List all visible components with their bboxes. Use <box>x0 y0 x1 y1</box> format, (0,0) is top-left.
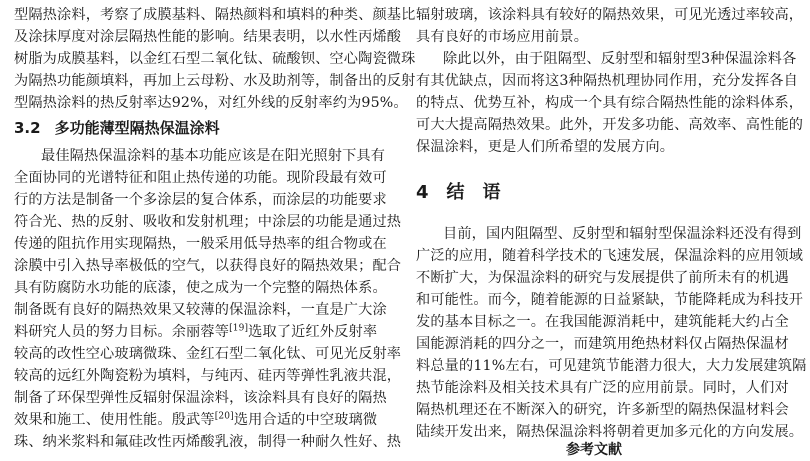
paragraph-line <box>14 321 377 343</box>
paragraph-line: 和可能性。而今，随着能源的日益紧缺，节能降耗成为科技开 <box>416 292 804 308</box>
line-text: 选取了近红外反射率 <box>248 324 378 340</box>
paragraph-line: 热节能涂料及相关技术具有广泛的应用前景。同时，人们对 <box>416 380 789 396</box>
paragraph-line: 树脂为成膜基料，以金红石型二氧化钛、硫酸钡、空心陶瓷微珠 <box>14 51 416 67</box>
paragraph-line: 的特点、优势互补，构成一个具有综合隔热性能的涂料体系， <box>416 95 804 111</box>
paragraph-line: 具有防腐防水功能的底漆，使之成为一个完整的隔热体系。 <box>14 280 387 296</box>
paragraph-line: 及涂抹厚度对涂层隔热性能的影响。结果表明，以水性丙烯酸 <box>14 29 402 45</box>
paragraph-line: 行的方法是制备一个多涂层的复合体系，而涂层的功能要求 <box>14 192 387 208</box>
paragraph-line: 较高的改性空心玻璃微珠、金红石型二氧化钛、可见光反射率 <box>14 346 402 362</box>
paragraph-line: 广泛的应用，随着科学技术的飞速发展，保温涂料的应用领域 <box>416 248 804 264</box>
paragraph-line: 具有良好的市场应用前景。 <box>416 29 589 45</box>
paragraph-line: 符合光、热的反射、吸收和发射机理；中涂层的功能是通过热 <box>14 214 402 230</box>
paragraph-line: 陆续开发出来，隔热保温涂料将朝着更加多元化的方向发展。 <box>416 424 804 440</box>
section-heading-4 <box>416 180 501 206</box>
paragraph-line: 不断扩大，为保温涂料的研究与发展提供了前所未有的机遇 <box>416 270 789 286</box>
paragraph-line: 保温涂料，更是人们所希望的发展方向。 <box>416 139 675 155</box>
paragraph-line: 最佳隔热保温涂料的基本功能应该是在阳光照射下具有 <box>41 148 386 164</box>
references-heading: 参考文献 <box>566 442 622 458</box>
section-number: 3.2 <box>14 119 41 137</box>
paragraph-line: 目前，国内阻隔型、反射型和辐射型保温涂料还没有得到 <box>443 226 802 242</box>
paragraph-line: 制备既有良好的隔热效果又较薄的保温涂料，一直是广大涂 <box>14 302 387 318</box>
paragraph-line: 为隔热功能颜填料，再加上云母粉、水及助剂等，制备出的反射 <box>14 73 416 89</box>
paragraph-line: 发的基本目标之一。在我国能源消耗中，建筑能耗大约占全 <box>416 314 789 330</box>
paragraph-line: 料总量的11%左右，可见建筑节能潜力很大，大力发展建筑隔 <box>416 358 807 374</box>
paragraph-line: 型隔热涂料，考察了成膜基料、隔热颜料和填料的种类、颜基比 <box>14 7 416 23</box>
paragraph-line: 涂膜中引入热导率极低的空气，以获得良好的隔热效果；配合 <box>14 258 402 274</box>
line-text: 料研究人员的努力目标。余丽蓉等 <box>14 324 230 340</box>
line-text: 选用合适的中空玻璃微 <box>233 412 378 428</box>
paragraph-line: 全面协同的光谱特征和阻止热传递的功能。现阶段最有效可 <box>14 170 387 186</box>
section-title: 多功能薄型隔热保温涂料 <box>54 119 220 137</box>
paragraph-line: 较高的远红外陶瓷粉为填料，与纯丙、硅丙等弹性乳液共混， <box>14 368 402 384</box>
paragraph-line: 隔热机理还在不断深入的研究，许多新型的隔热保温材料会 <box>416 402 789 418</box>
section-heading-3-2 <box>14 116 220 140</box>
line-text: 效果和施工、使用性能。殷武等 <box>14 412 215 428</box>
citation-19[interactable]: [19] <box>229 323 249 334</box>
paragraph-line: 有其优缺点，因而将这3种隔热机理协同作用，充分发挥各自 <box>416 73 798 89</box>
paragraph-line: 珠、纳米浆料和氟硅改性丙烯酸乳液，制得一种耐久性好、热 <box>14 434 402 450</box>
paragraph-line: 制备了环保型弹性反辐射保温涂料，该涂料具有良好的隔热 <box>14 390 387 406</box>
section-title-part: 语 <box>482 182 501 203</box>
paragraph-line <box>14 409 377 431</box>
section-title-part: 结 <box>446 182 465 203</box>
paragraph-line: 国能源消耗的四分之一，而建筑用绝热材料仅占隔热保温材 <box>416 336 789 352</box>
paragraph-line: 除此以外，由于阻隔型、反射型和辐射型3种保温涂料各 <box>443 51 797 67</box>
paragraph-line: 辐射玻璃，该涂料具有较好的隔热效果，可见光透过率较高， <box>416 7 804 23</box>
section-number: 4 <box>416 182 429 203</box>
citation-20[interactable]: [20] <box>214 411 234 422</box>
paragraph-line: 传递的阻抗作用实现隔热，一般采用低导热率的组合物或在 <box>14 236 387 252</box>
paragraph-line: 可大大提高隔热效果。此外，开发多功能、高效率、高性能的 <box>416 117 804 133</box>
paragraph-line: 型隔热涂料的热反射率达92%，对红外线的反射率约为95%。 <box>14 95 408 111</box>
